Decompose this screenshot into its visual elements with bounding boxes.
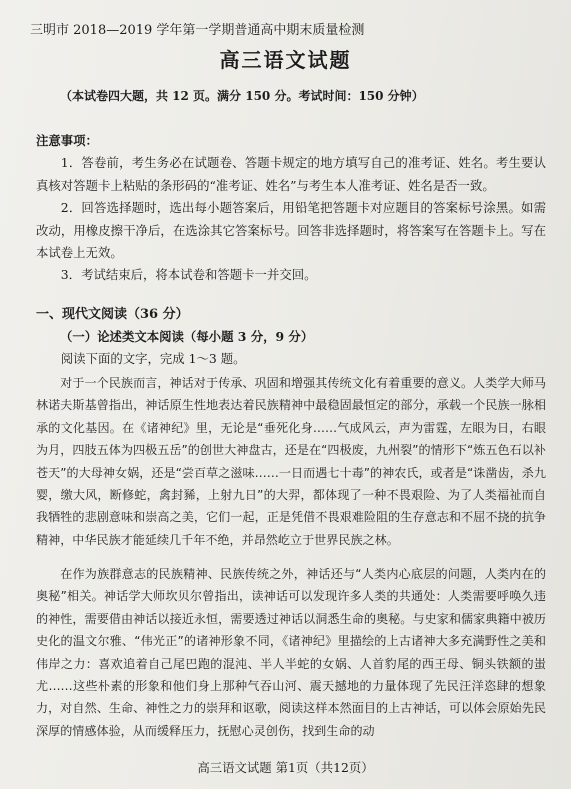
page-title: 高三语文试题 bbox=[219, 48, 352, 72]
notice-title: 注意事项： bbox=[36, 133, 98, 148]
notice-item-1: 1．答卷前，考生务必在试题卷、答题卡规定的地方填写自己的准考证、姓名。考生要认真核对答题卡上粘贴的条形码的“准考证、姓名”与考生本人准考证、姓名是否一致。 bbox=[36, 155, 546, 193]
exam-info: （本试卷四大题，共 12 页。满分 150 分。考试时间：150 分钟） bbox=[60, 89, 424, 103]
page-footer: 高三语文试题 第1页（共12页） bbox=[197, 760, 374, 775]
subsection-heading: （一）论述类文本阅读（每小题 3 分，9 分） bbox=[60, 329, 314, 344]
exam-name-header: 三明市 2018—2019 学年第一学期普通高中期末质量检测 bbox=[30, 23, 365, 38]
notice-item-2: 2．回答选择题时，选出每小题答案后，用铅笔把答题卡对应题目的答案标号涂黑。如需改动，用橡皮擦干净后，在选涂其它答案标号。回答非选择题时，将答案写在答题卡上。写在本试卷上无效。 bbox=[36, 200, 546, 260]
reading-paragraph-1: 对于一个民族而言，神话对于传承、巩固和增强其传统文化有着重要的意义。人类学大师马林诺夫斯基曾指出，神话原生性地表达着民族精神中最稳固最恒定的部分，承载一个民族一脉相承的文化基因。在《诸神纪》里，无论是“垂死化身……气成风云，声为雷霆，左眼为日，右眼为月，四肢五体为四极五岳”的创世大神盘古，还是在“四极废，九州裂”的情形下“炼五色石以补苍天”的大母神女娲，还是“尝百草之滋味……一日而遇七十毒”的神农氏，或者是“诛凿齿，杀九婴，缴大风，断修蛇，禽封豨，上射九日”的大羿，都体现了一种不畏艰险、为了人类福祉而自我牺牲的悲剧意味和崇高之美，它们一起，正是凭借不畏艰难险阻的生存意志和不屈不挠的抗争精神，中华民族才能延续几千年不绝，并昂然屹立于世界民族之林。 bbox=[36, 376, 546, 547]
notice-item-3: 3．考试结束后，将本试卷和答题卡一并交回。 bbox=[60, 267, 317, 282]
reading-paragraph-2: 在作为族群意志的民族精神、民族传统之外，神话还与“人类内心底层的问题，人类内在的奥秘”相关。神话学大师坎贝尔曾指出，读神话可以发现许多人类的共通处：人类需要呼唤久违的神性，需要借由神话以接近永恒，需要透过神话以洞悉生命的奥秘。与史家和儒家典籍中被历史化的温文尔雅、“伟光正”的诸神形象不同，《诸神纪》里描绘的上古诸神大多充满野性之美和伟岸之力：喜欢追着自己尾巴跑的混沌、半人半蛇的女娲、人首豹尾的西王母、铜头铁额的蚩尤……这些朴素的形象和他们身上那种气吞山河、震天撼地的力量体现了先民汪洋恣肆的想象力，对自然、生命、神性之力的崇拜和讴歌，阅读这样本然面目的上古神话，可以体会原始先民深厚的情感体验，从而缓释压力，抚慰心灵创伤，找到生命的动 bbox=[36, 567, 546, 738]
section-heading: 一、现代文阅读（36 分） bbox=[36, 307, 189, 322]
reading-instruction: 阅读下面的文字，完成 1～3 题。 bbox=[60, 351, 246, 366]
